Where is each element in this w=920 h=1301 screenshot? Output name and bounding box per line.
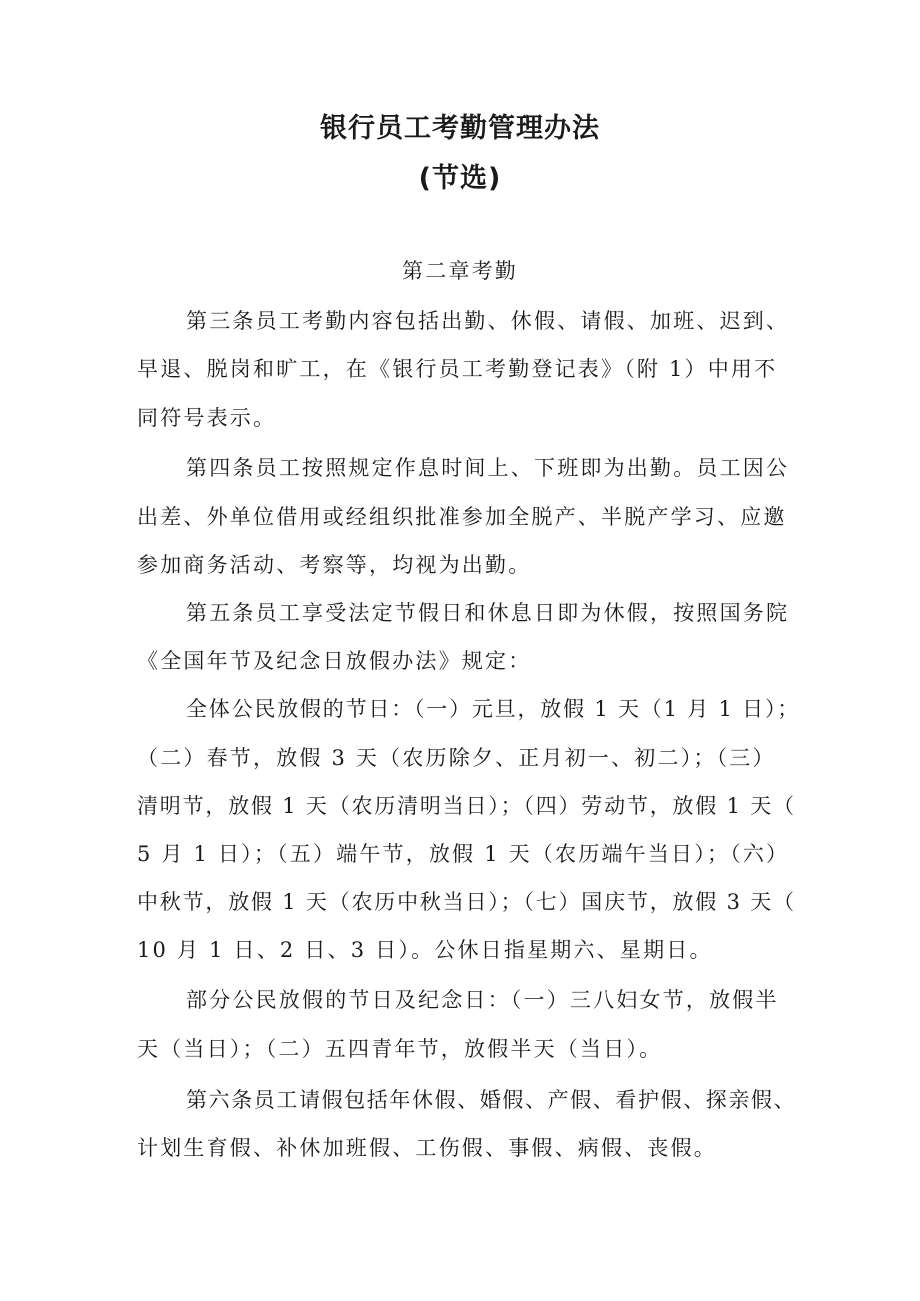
paragraph-line: 第四条员工按照规定作息时间上、下班即为出勤。员工因公 [186,456,790,480]
paragraph-line: 清明节，放假 1 天（农历清明当日）；（四）劳动节，放假 1 天（ [137,794,796,818]
document-title: 银行员工考勤管理办法 [320,113,600,144]
paragraph-line: 第五条员工享受法定节假日和休息日即为休假，按照国务院 [186,601,790,625]
paragraph-line: 10 月 1 日、2 日、3 日）。公休日指星期六、星期日。 [137,938,713,962]
document-subtitle: (节选) [418,163,502,194]
paragraph-line: 部分公民放假的节日及纪念日：（一）三八妇女节，放假半 [186,988,779,1012]
paragraph-line: 同符号表示。 [137,406,277,430]
paragraph-line: （二）春节，放假 3 天（农历除夕、正月初一、初二）；（三） [137,746,776,770]
paragraph-line: 第三条员工考勤内容包括出勤、休假、请假、加班、迟到、 [186,309,790,333]
paragraph-line: 参加商务活动、考察等，均视为出勤。 [137,553,532,577]
paragraph-line: 计划生育假、补休加班假、工伤假、事假、病假、丧假。 [137,1136,717,1160]
paragraph-line: 早退、脱岗和旷工，在《银行员工考勤登记表》（附 1）中用不 [137,357,778,381]
paragraph-line: 5 月 1 日）；（五）端午节，放假 1 天（农历端午当日）；（六） [137,842,790,866]
paragraph-line: 第六条员工请假包括年休假、婚假、产假、看护假、探亲假、 [186,1088,797,1112]
paragraph-line: 出差、外单位借用或经组织批准参加全脱产、半脱产学习、应邀 [137,505,787,529]
paragraph-line: 中秋节，放假 1 天（农历中秋当日）；（七）国庆节，放假 3 天（ [137,890,796,914]
chapter-heading: 第二章考勤 [402,259,518,283]
paragraph-line: 全体公民放假的节日：（一）元旦，放假 1 天（1 月 1 日）； [186,697,801,721]
paragraph-line: 天（当日）；（二）五四青年节，放假半天（当日）。 [137,1037,663,1061]
paragraph-line: 《全国年节及纪念日放假办法》规定： [137,649,532,673]
